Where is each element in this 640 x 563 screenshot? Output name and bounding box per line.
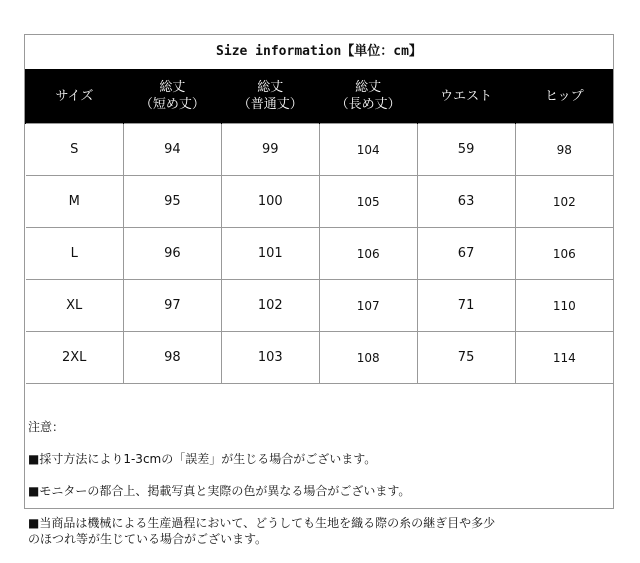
cell-length-long: 108 <box>319 332 417 384</box>
chart-title: Size information【単位：cm】 <box>216 44 422 59</box>
table-row <box>26 332 614 384</box>
size-chart <box>24 34 614 546</box>
cell-hip: 110 <box>515 280 613 332</box>
cell-length-short: 97 <box>123 280 221 332</box>
table-row <box>26 124 614 176</box>
table-row <box>26 228 614 280</box>
cell-length-regular: 101 <box>221 228 319 280</box>
header-hip: ヒップ <box>515 69 613 124</box>
cell-waist: 71 <box>417 280 515 332</box>
cell-length-long: 106 <box>319 228 417 280</box>
header-length-long: 総丈 （長め丈） <box>319 69 417 124</box>
header-row <box>26 69 614 124</box>
cell-hip: 98 <box>515 124 613 176</box>
cell-length-long: 104 <box>319 124 417 176</box>
note-fabric-seams: ■当商品は機械による生産過程において、どうしても生地を織る際の糸の継ぎ目や多少 のほつれ等が生じている場合がございます。 <box>28 516 496 546</box>
cell-size: XL <box>26 280 124 332</box>
cell-waist: 63 <box>417 176 515 228</box>
cell-length-regular: 100 <box>221 176 319 228</box>
cell-length-regular: 103 <box>221 332 319 384</box>
cell-size: S <box>26 124 124 176</box>
cell-length-short: 94 <box>123 124 221 176</box>
cell-length-long: 105 <box>319 176 417 228</box>
cell-length-regular: 102 <box>221 280 319 332</box>
cell-length-short: 98 <box>123 332 221 384</box>
notes-section <box>28 403 612 563</box>
cell-length-long: 107 <box>319 280 417 332</box>
cell-size: 2XL <box>26 332 124 384</box>
cell-waist: 75 <box>417 332 515 384</box>
cell-hip: 102 <box>515 176 613 228</box>
cell-length-short: 96 <box>123 228 221 280</box>
table-row <box>26 280 614 332</box>
cell-length-regular: 99 <box>221 124 319 176</box>
table-row <box>26 176 614 228</box>
note-measurement-error: ■採寸方法により1-3cmの「誤差」が生じる場合がございます。 <box>28 452 377 466</box>
cell-hip: 114 <box>515 332 613 384</box>
header-length-regular: 総丈 （普通丈） <box>221 69 319 124</box>
header-size: サイズ <box>26 69 124 124</box>
header-length-short: 総丈 （短め丈） <box>123 69 221 124</box>
notes-heading: 注意： <box>28 420 65 434</box>
cell-waist: 59 <box>417 124 515 176</box>
cell-waist: 67 <box>417 228 515 280</box>
cell-size: M <box>26 176 124 228</box>
header-waist: ウエスト <box>417 69 515 124</box>
note-monitor-color: ■モニターの都合上、掲載写真と実際の色が異なる場合がございます。 <box>28 484 411 498</box>
size-table <box>25 69 613 384</box>
cell-hip: 106 <box>515 228 613 280</box>
cell-size: L <box>26 228 124 280</box>
cell-length-short: 95 <box>123 176 221 228</box>
